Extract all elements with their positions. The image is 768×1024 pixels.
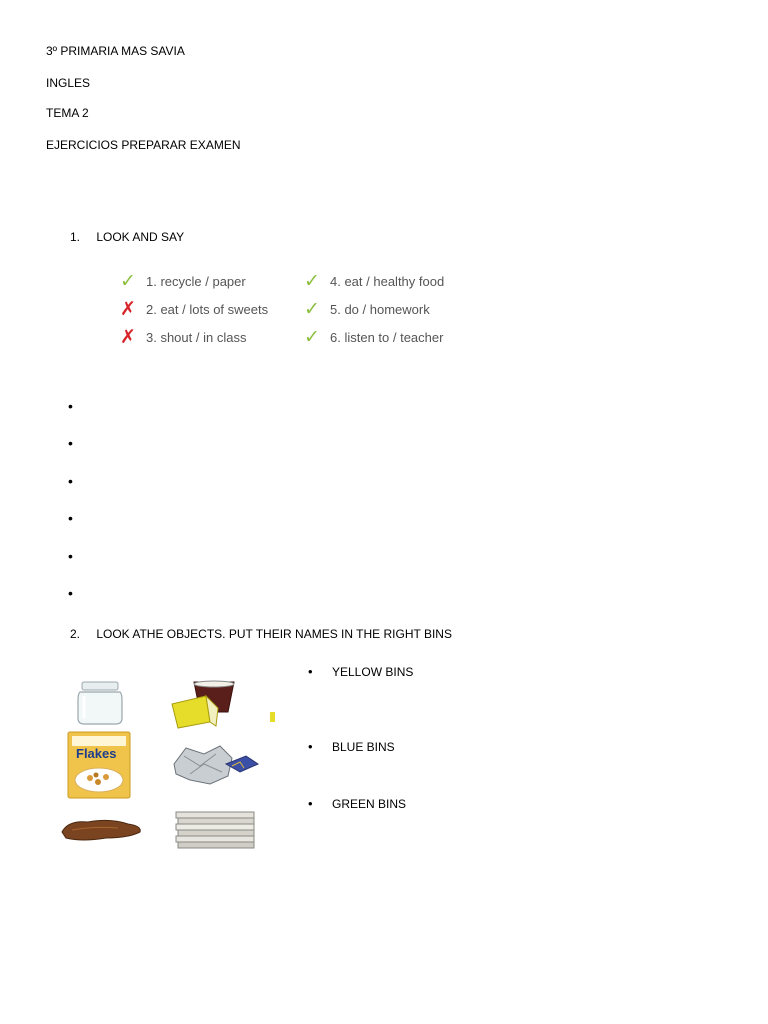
action-item [304, 270, 444, 293]
cross-icon: ✗ [120, 299, 136, 320]
bin-label: GREEN BINS [332, 797, 407, 811]
bullet-icon: • [308, 796, 313, 811]
header-line-2: INGLES [46, 76, 91, 90]
check-icon: ✓ [120, 271, 136, 292]
bin-label: YELLOW BINS [332, 665, 414, 679]
exercise-number: 1. [70, 230, 81, 244]
check-icon: ✓ [304, 299, 320, 320]
cereal-box-icon [66, 730, 132, 800]
action-text: 4. eat / healthy food [330, 274, 445, 289]
exercise-2-heading [70, 627, 452, 641]
bin-item-blue [308, 739, 395, 754]
crumpled-foil-icon [170, 742, 260, 788]
newspaper-stack-icon [174, 806, 256, 852]
action-item [120, 270, 246, 293]
action-list [120, 270, 460, 354]
action-item [304, 326, 443, 349]
action-item [120, 326, 246, 349]
action-text: 2. eat / lots of sweets [146, 302, 269, 317]
exercise-1-heading [70, 230, 184, 244]
bin-label: BLUE BINS [332, 740, 395, 754]
action-item [120, 298, 268, 321]
exercise-title: LOOK ATHE OBJECTS. PUT THEIR NAMES IN THE RIGHT BINS [96, 627, 452, 641]
yogurt-pot-icon [170, 680, 244, 732]
exercise-title: LOOK AND SAY [96, 230, 185, 244]
bullet-icon: • [308, 664, 313, 679]
action-item [304, 298, 430, 321]
answer-bullet: • [68, 548, 73, 564]
bin-item-green [308, 796, 406, 811]
answer-bullet: • [68, 510, 73, 526]
header-line-3: TEMA 2 [46, 106, 89, 120]
glass-jar-icon [74, 680, 128, 726]
answer-bullet: • [68, 473, 73, 489]
banana-peel-icon [58, 812, 144, 846]
answer-bullet: • [68, 435, 73, 451]
action-text: 1. recycle / paper [146, 274, 246, 289]
check-icon: ✓ [304, 327, 320, 348]
cross-icon: ✗ [120, 327, 136, 348]
action-text: 6. listen to / teacher [330, 330, 444, 345]
action-text: 3. shout / in class [146, 330, 247, 345]
header-line-4: EJERCICIOS PREPARAR EXAMEN [46, 138, 241, 152]
exercise-number: 2. [70, 627, 81, 641]
cereal-brand-text: Flakes [76, 746, 117, 761]
check-icon: ✓ [304, 271, 320, 292]
answer-bullet: • [68, 585, 73, 601]
bin-item-yellow [308, 664, 413, 679]
action-text: 5. do / homework [330, 302, 430, 317]
yellow-object-edge [270, 712, 275, 722]
answer-bullet: • [68, 398, 73, 414]
header-line-1: 3º PRIMARIA MAS SAVIA [46, 44, 185, 58]
bullet-icon: • [308, 739, 313, 754]
